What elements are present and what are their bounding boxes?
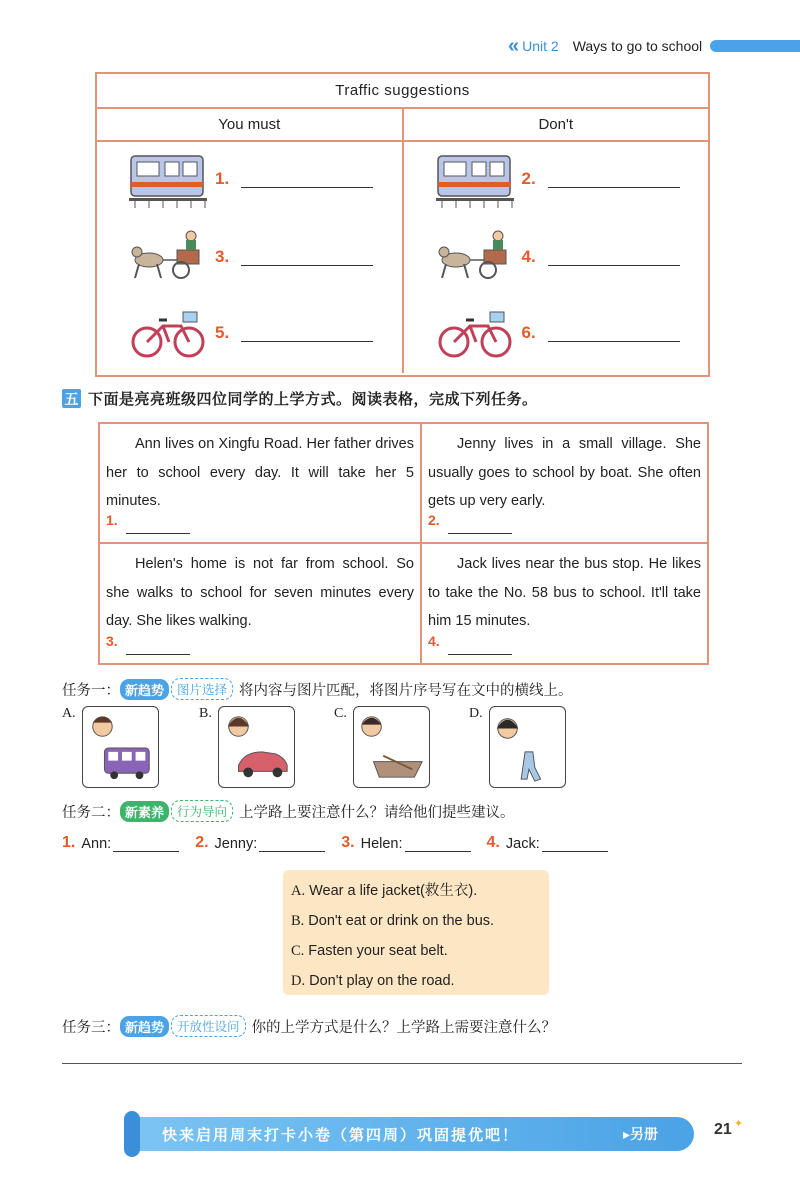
- advice-box: [283, 870, 549, 995]
- option-letter: D.: [469, 706, 483, 721]
- banner-ribbon: [134, 1117, 694, 1151]
- task-text: 你的上学方式是什么？上学路上需要注意什么？: [251, 1019, 557, 1036]
- page-number: 21: [714, 1121, 732, 1138]
- answer-line[interactable]: [62, 1063, 742, 1064]
- task-text: 上学路上要注意什么？请给他们提些建议。: [239, 804, 515, 821]
- advice-text: Don't eat or drink on the bus.: [308, 913, 495, 929]
- answer-line[interactable]: [259, 836, 325, 852]
- advice-option: [291, 876, 549, 906]
- task-two: [62, 800, 515, 822]
- reading-cell-jack: [422, 544, 707, 663]
- bicycle-icon: [129, 302, 209, 364]
- answer-item: [62, 834, 179, 852]
- horse-carriage-icon: [129, 226, 209, 288]
- section-instruction: 下面是亮亮班级四位同学的上学方式。阅读表格，完成下列任务。: [88, 391, 538, 408]
- task-label: 任务三：: [62, 1019, 120, 1036]
- booklet-link[interactable]: ▸另册: [622, 1126, 658, 1142]
- answer-line[interactable]: [542, 836, 608, 852]
- answer-item: [195, 834, 325, 852]
- item-number: 2.: [428, 511, 440, 528]
- answer-row: [436, 302, 680, 364]
- answer-row: [129, 302, 373, 364]
- item-number: 4.: [428, 632, 440, 649]
- item-number: 6.: [521, 323, 536, 342]
- answer-line[interactable]: [113, 836, 179, 852]
- option-letter: B.: [199, 706, 212, 721]
- reading-cell-ann: [100, 424, 422, 544]
- advice-key: C.: [291, 943, 305, 959]
- section-badge: 五: [62, 389, 81, 408]
- advice-text: Fasten your seat belt.: [308, 943, 448, 959]
- answer-line[interactable]: [126, 518, 190, 534]
- answer-line[interactable]: [405, 836, 471, 852]
- option-c[interactable]: [334, 706, 430, 788]
- advice-text: Don't play on the road.: [309, 973, 455, 989]
- item-number: 5.: [215, 323, 230, 342]
- advice-text: Wear a life jacket(救生衣).: [309, 883, 478, 899]
- option-letter: C.: [334, 706, 347, 721]
- item-number: 4.: [521, 247, 536, 266]
- col-you-must: You must: [97, 109, 404, 140]
- girl-walking-picture: [489, 706, 566, 788]
- answer-item: [341, 834, 470, 852]
- section-heading: [62, 388, 538, 409]
- student-name: Helen:: [360, 836, 403, 852]
- tag-behavior-oriented: 行为导向: [171, 800, 233, 822]
- advice-option: [291, 966, 549, 996]
- student-name: Jack:: [505, 836, 540, 852]
- answer-line[interactable]: [548, 170, 680, 188]
- item-number: 3.: [341, 834, 355, 851]
- advice-answers: [62, 834, 624, 852]
- train-icon: [129, 148, 209, 210]
- task-label: 任务一：: [62, 682, 120, 699]
- item-number: 3.: [215, 247, 230, 266]
- answer-line[interactable]: [448, 518, 512, 534]
- reading-text: Ann lives on Xingfu Road. Her father drives her to school every day. It will take her 5 minutes.: [106, 436, 414, 509]
- train-icon: [436, 148, 516, 210]
- option-a[interactable]: [62, 706, 159, 788]
- tag-new-literacy: 新素养: [120, 801, 169, 822]
- header-bar: [710, 40, 800, 52]
- advice-key: D.: [291, 973, 306, 989]
- answer-line[interactable]: [126, 639, 190, 655]
- must-column: [97, 142, 404, 373]
- table-title: Traffic suggestions: [97, 74, 708, 109]
- answer-row: [129, 148, 373, 210]
- advice-key: B.: [291, 913, 305, 929]
- answer-line[interactable]: [548, 248, 680, 266]
- advice-option: [291, 906, 549, 936]
- option-letter: A.: [62, 706, 76, 721]
- answer-line[interactable]: [241, 324, 373, 342]
- task-one: [62, 678, 573, 700]
- scroll-pin-icon: [124, 1111, 140, 1157]
- page-header: [508, 36, 800, 56]
- item-number: 1.: [215, 169, 230, 188]
- item-number: 4.: [486, 834, 500, 851]
- traffic-suggestions-table: [95, 72, 710, 377]
- option-b[interactable]: [199, 706, 295, 788]
- col-dont: Don't: [538, 116, 574, 133]
- item-number: 2.: [195, 834, 209, 851]
- reading-text: Jenny lives in a small village. She usually goes to school by boat. She often gets up very early.: [428, 436, 701, 509]
- answer-line[interactable]: [241, 170, 373, 188]
- star-icon: ✦: [734, 1118, 744, 1130]
- student-name: Jenny:: [214, 836, 258, 852]
- student-name: Ann:: [81, 836, 112, 852]
- unit-label: Unit 2: [522, 38, 559, 54]
- reading-text: Jack lives near the bus stop. He likes to take the No. 58 bus to school. It'll take him 15 minutes.: [428, 556, 701, 629]
- girl-car-picture: [218, 706, 295, 788]
- answer-line[interactable]: [448, 639, 512, 655]
- double-chevron-icon: «: [508, 34, 517, 57]
- horse-carriage-icon: [436, 226, 516, 288]
- dont-column: [404, 142, 709, 373]
- task-text: 将内容与图片匹配，将图片序号写在文中的横线上。: [239, 682, 573, 699]
- advice-key: A.: [291, 883, 306, 899]
- item-number: 1.: [62, 834, 76, 851]
- banner-text: 快来启用周末打卡小卷（第四周）巩固提优吧！: [162, 1126, 520, 1144]
- unit-title: Ways to go to school: [572, 38, 703, 54]
- reading-text: Helen's home is not far from school. So she walks to school for seven minutes every day. She likes walking.: [106, 556, 414, 629]
- answer-line[interactable]: [241, 248, 373, 266]
- answer-item: [487, 834, 608, 852]
- task-three: [62, 1015, 556, 1037]
- answer-line[interactable]: [548, 324, 680, 342]
- tag-new-trend: 新趋势: [120, 1016, 169, 1037]
- tag-picture-choice: 图片选择: [171, 678, 233, 700]
- bicycle-icon: [436, 302, 516, 364]
- item-number: 3.: [106, 632, 118, 649]
- item-number: 2.: [521, 169, 536, 188]
- item-number: 1.: [106, 511, 118, 528]
- answer-row: [436, 226, 680, 288]
- advice-option: [291, 936, 549, 966]
- boy-bus-picture: [82, 706, 159, 788]
- footer-banner: [124, 1117, 694, 1151]
- option-d[interactable]: [469, 706, 566, 788]
- tag-new-trend: 新趋势: [120, 679, 169, 700]
- girl-boat-picture: [353, 706, 430, 788]
- reading-cell-jenny: [422, 424, 707, 544]
- tag-open-question: 开放性设问: [171, 1015, 246, 1037]
- reading-table: [98, 422, 709, 665]
- answer-row: [129, 226, 373, 288]
- answer-row: [436, 148, 680, 210]
- picture-options: [62, 706, 582, 790]
- task-label: 任务二：: [62, 804, 120, 821]
- reading-cell-helen: [100, 544, 422, 663]
